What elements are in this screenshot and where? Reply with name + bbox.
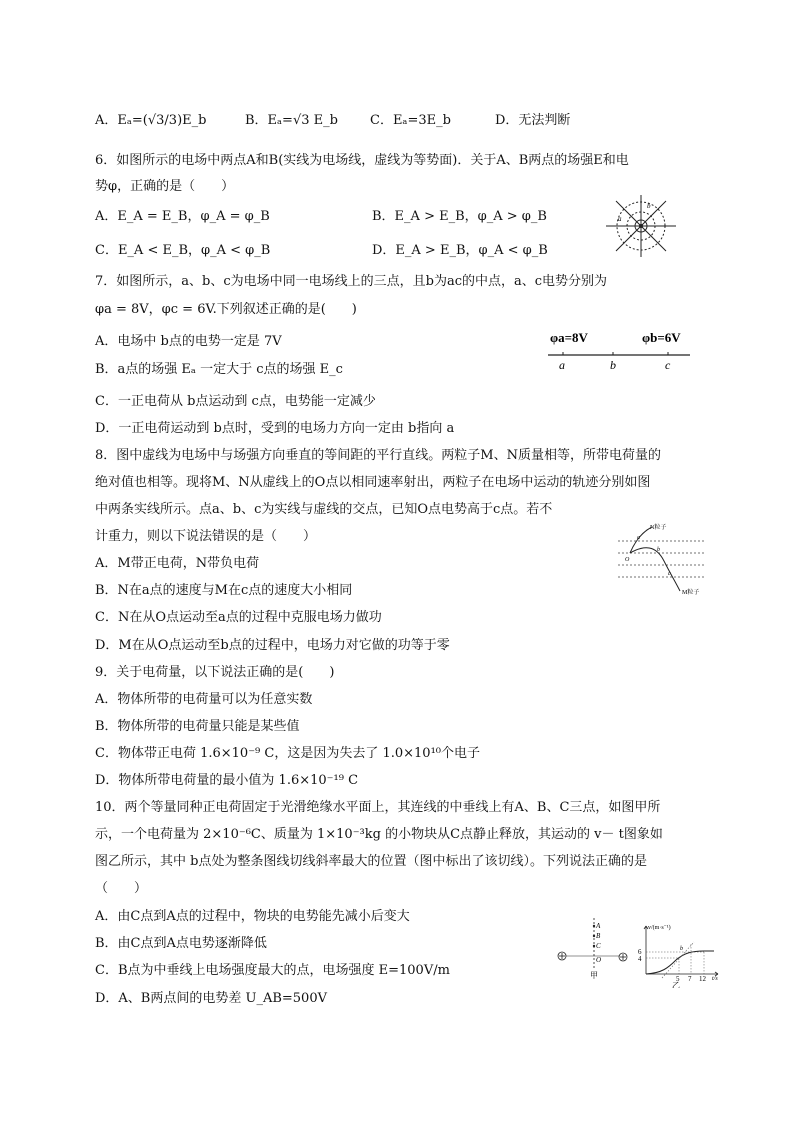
q10-option-b: B．由C点到A点电势逐渐降低: [95, 936, 267, 951]
q10-fig-y6: 6: [638, 948, 642, 956]
q7-fig-b: b: [610, 358, 616, 372]
q5-option-b: B．Eₐ=√3 E_b: [245, 113, 338, 128]
q9-option-d: D．物体所带电荷量的最小值为 1.6×10⁻¹⁹ C: [95, 773, 359, 788]
q8-stem-line1: 8．图中虚线为电场中与场强方向垂直的等间距的平行直线。两粒子M、N质量相等，所带电荷量的: [95, 448, 661, 463]
q7-field-line-figure: [544, 326, 694, 374]
q8-fig-n-label: N粒子: [650, 525, 667, 531]
q7-option-d: D．一正电荷运动到 b点时，受到的电场力方向一定由 b指向 a: [95, 421, 455, 436]
q6-stem-line1: 6．如图所示的电场中两点A和B(实线为电场线，虚线为等势面)．关于A、B两点的场强E和电: [95, 153, 629, 168]
q8-option-a: A．M带正电荷，N带负电荷: [95, 556, 260, 571]
q7-fig-phi-b: φb=6V: [642, 330, 681, 345]
q6-field-figure: [602, 193, 680, 259]
q9-option-a: A．物体所带的电荷量可以为任意实数: [95, 692, 313, 707]
q10-stem-line4: （ ）: [95, 881, 148, 896]
q7-fig-c: c: [665, 358, 671, 372]
q10-positive-charge-right: [618, 952, 628, 962]
q10-stem-line3: 图乙所示，其中 b点处为整条图线切线斜率最大的位置（图中标出了该切线）。下列说法正确的是: [95, 854, 647, 869]
q8-option-d: D．M在从O点运动至b点的过程中，电场力对它做的功等于零: [95, 638, 450, 653]
q10-option-a: A．由C点到A点的过程中，物块的电势能先减小后变大: [95, 909, 410, 924]
q6-option-c: C．E_A < E_B，φ_A < φ_B: [95, 243, 271, 258]
q10-option-d: D．A、B两点间的电势差 U_AB=500V: [95, 991, 327, 1006]
q7-fig-a: a: [559, 358, 565, 372]
q8-fig-o: O: [625, 557, 630, 563]
q5-option-a: A．Eₐ=(√3/3)E_b: [95, 113, 207, 128]
q10-fig-yi-caption: 乙: [672, 981, 680, 988]
q8-stem-line4: 计重力，则以下说法错误的是（ ）: [95, 529, 317, 544]
q6-option-b: B．E_A > E_B，φ_A > φ_B: [372, 209, 547, 224]
q7-option-c: C．一正电荷从 b点运动到 c点，电势能一定减少: [95, 394, 376, 409]
q10-fig-x12: 12: [699, 975, 706, 983]
q6-stem-line2: 势φ，正确的是（ ）: [95, 179, 235, 194]
q10-fig-y4: 4: [638, 955, 642, 963]
q10-fig-xlabel: t/s: [712, 976, 718, 982]
q9-option-c: C．物体带正电荷 1.6×10⁻⁹ C，这是因为失去了 1.0×10¹⁰个电子: [95, 746, 481, 761]
q8-fig-c: c: [668, 571, 671, 577]
q10-figure-jia: [552, 914, 620, 980]
q10-fig-ylabel: v/(m·s⁻¹): [648, 925, 671, 931]
q10-fig-label-A: A: [596, 922, 601, 930]
q6-option-a: A．E_A = E_B，φ_A = φ_B: [95, 209, 270, 224]
q7-option-b: B．a点的场强 Eₐ 一定大于 c点的场强 E_c: [95, 362, 343, 377]
q10-fig-x7: 7: [688, 975, 692, 983]
q6-fig-label-a: a: [618, 215, 622, 223]
q8-fig-a: a: [637, 535, 640, 541]
q10-stem-line1: 10．两个等量同种正电荷固定于光滑绝缘水平面上，其连线的中垂线上有A、B、C三点，如图甲所: [95, 800, 661, 815]
q10-figure-yi-vt-graph: [632, 922, 722, 988]
q10-fig-label-B: B: [596, 932, 601, 940]
q10-fig-jia-caption: 甲: [590, 971, 598, 980]
q6-fig-label-b: b: [647, 202, 651, 210]
q7-stem-line2: φa = 8V，φc = 6V.下列叙述正确的是( ): [95, 302, 357, 317]
q10-option-c: C．B点为中垂线上电场强度最大的点，电场强度 E=100V/m: [95, 963, 450, 978]
q9-option-b: B．物体所带的电荷量只能是某些值: [95, 719, 300, 734]
q8-stem-line2: 绝对值也相等。现将M、N从虚线上的O点以相同速率射出，两粒子在电场中运动的轨迹分别如图: [95, 475, 651, 490]
q8-stem-line3: 中两条实线所示。点a、b、c为实线与虚线的交点，已知O点电势高于c点。若不: [95, 502, 553, 517]
q10-fig-x5: 5: [676, 975, 680, 983]
q7-stem-line1: 7．如图所示，a、b、c为电场中同一电场线上的三点，且b为ac的中点，a、c电势分别为: [95, 274, 608, 289]
q8-fig-m-label: M粒子: [682, 590, 700, 595]
q10-stem-line2: 示，一个电荷量为 2×10⁻⁶C、质量为 1×10⁻³kg 的小物块从C点静止释放，其运动的 v－ t图象如: [95, 827, 663, 842]
q7-fig-phi-a: φa=8V: [550, 330, 588, 345]
q10-fig-label-C: C: [596, 942, 601, 950]
q5-option-c: C．Eₐ=3E_b: [370, 113, 451, 128]
q8-option-c: C．N在从O点运动至a点的过程中克服电场力做功: [95, 610, 382, 625]
q8-option-b: B．N在a点的速度与M在c点的速度大小相同: [95, 583, 353, 598]
q10-fig-b: b: [680, 946, 683, 952]
q6-option-d: D．E_A > E_B，φ_A < φ_B: [372, 243, 548, 258]
q10-fig-label-O: O: [596, 956, 602, 964]
q9-stem: 9．关于电荷量，以下说法正确的是( ): [95, 665, 335, 680]
q5-option-d: D．无法判断: [495, 113, 571, 128]
q8-trajectory-figure: [616, 521, 706, 595]
q7-option-a: A．电场中 b点的电势一定是 7V: [95, 334, 282, 349]
q8-fig-b: b: [657, 547, 660, 553]
